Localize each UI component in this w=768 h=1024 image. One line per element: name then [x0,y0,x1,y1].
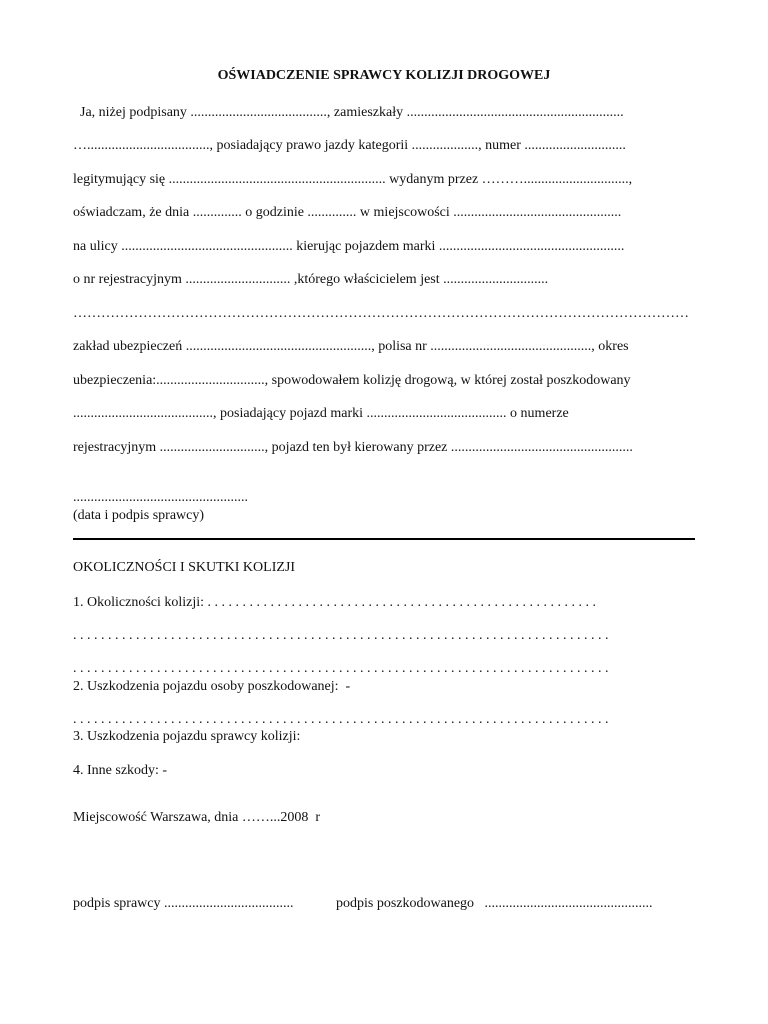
signature-victim: podpis poszkodowanego ................................................ [336,896,653,911]
document-title: OŚWIADCZENIE SPRAWCY KOLIZJI DROGOWEJ [217,68,551,83]
item-1-circumstances: 1. Okoliczności kolizji: . . . . . . . . . . . . . . . . . . . . . . . . . . . . . . . . . . . . . . . . . . . . . . . . . . . . . . . . [73,595,597,610]
place-date: Miejscowość Warszawa, dnia ……...2008 r [73,810,321,825]
dotted-line: . . . . . . . . . . . . . . . . . . . . . . . . . . . . . . . . . . . . . . . . . . . . . . . . . . . . . . . . . . . . . . . . . . . . . . . . . . . . . [73,712,609,727]
statement-line-4: oświadczam, że dnia .............. o godzinie .............. w miejscowości ................................................ [73,205,622,220]
statement-line-7: …………………………………………………………………………………………………………………… [73,306,689,321]
item-3-perpetrator-damage: 3. Uszkodzenia pojazdu sprawcy kolizji: [73,729,301,744]
dotted-line: . . . . . . . . . . . . . . . . . . . . . . . . . . . . . . . . . . . . . . . . . . . . . . . . . . . . . . . . . . . . . . . . . . . . . . . . . . . . . [73,661,609,676]
statement-line-2: …..................................., posiadający prawo jazdy kategorii ..................., numer ............................. [73,138,626,153]
signature-perpetrator: podpis sprawcy ..................................... [73,896,294,911]
section-title: OKOLICZNOŚCI I SKUTKI KOLIZJI [73,560,296,575]
statement-line-6: o nr rejestracyjnym .............................. ,którego właścicielem jest .............................. [73,272,549,287]
statement-line-11: rejestracyjnym .............................., pojazd ten był kierowany przez .................................................... [73,440,633,455]
statement-line-3: legitymujący się .............................................................. wydanym przez ……….............................., [73,172,633,187]
signature-caption: (data i podpis sprawcy) [73,508,205,523]
statement-line-9: ubezpieczenia:..............................., spowodowałem kolizję drogową, w której został poszkodowany [73,373,631,388]
item-2-victim-damage: 2. Uszkodzenia pojazdu osoby poszkodowanej: - [73,679,351,694]
item-4-other-damage: 4. Inne szkody: - [73,763,168,778]
statement-line-5: na ulicy ................................................. kierując pojazdem marki ..................................................... [73,239,625,254]
statement-line-8: zakład ubezpieczeń ....................................................., polisa nr .............................................., okres [73,339,629,354]
statement-line-10: ........................................, posiadający pojazd marki ........................................ o numerze [73,406,569,421]
statement-line-1: Ja, niżej podpisany ......................................., zamieszkały .............................................................. [73,105,624,120]
section-divider [73,538,695,540]
signature-line: .................................................. [73,490,248,505]
dotted-line: . . . . . . . . . . . . . . . . . . . . . . . . . . . . . . . . . . . . . . . . . . . . . . . . . . . . . . . . . . . . . . . . . . . . . . . . . . . . . [73,628,609,643]
